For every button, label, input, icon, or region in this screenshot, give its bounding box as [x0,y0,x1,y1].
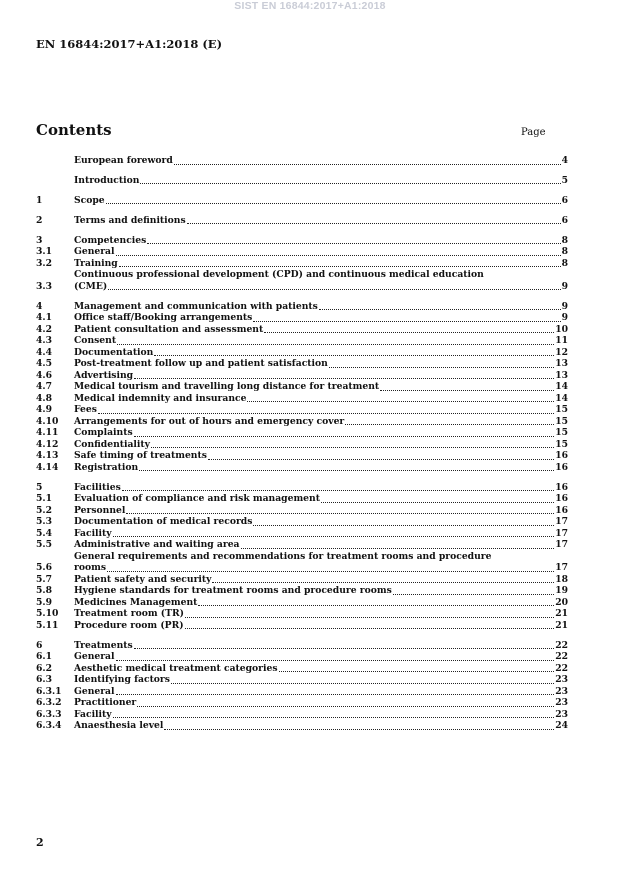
toc-entry-title: Competencies [74,234,147,246]
toc-entry[interactable] [36,620,568,632]
toc-entry[interactable] [36,258,568,270]
watermark: SIST EN 16844:2017+A1:2018 [234,0,386,12]
toc-entry-number: 4.11 [36,427,59,438]
toc-leader-dots [253,525,554,526]
page-number: 2 [36,836,44,849]
toc-entry-number: 4 [36,300,43,312]
toc-leader-dots [134,436,555,437]
document-id: EN 16844:2017+A1:2018 (E) [36,37,223,51]
toc-entry-page: 15 [555,427,568,438]
toc-entry-number: 4.9 [36,404,52,415]
toc-entry[interactable] [36,697,568,709]
toc-entry-title: Training [74,257,118,269]
toc-entry-page: 15 [555,415,568,427]
toc-entry-page: 20 [555,596,568,608]
toc-leader-dots [319,309,561,310]
toc-leader-dots [116,255,561,256]
toc-leader-dots [185,628,555,629]
toc-entry[interactable] [36,450,568,462]
toc-entry-number: 5 [36,481,43,493]
toc-entry[interactable] [36,482,568,494]
toc-entry[interactable] [36,215,568,227]
toc-entry[interactable] [36,404,568,416]
toc-leader-dots [113,717,555,718]
toc-leader-dots [116,660,555,661]
toc-entry[interactable] [36,608,568,620]
toc-entry-page: 6 [561,194,568,206]
toc-entry-page: 11 [555,335,568,346]
toc-leader-dots [198,605,554,606]
toc-entry-number: 6.2 [36,662,52,674]
toc-entry-page: 9 [561,312,568,323]
toc-leader-dots [122,490,554,491]
toc-entry-page: 16 [555,504,568,516]
toc-entry-page: 19 [555,585,568,596]
toc-leader-dots [241,548,555,549]
toc-entry-page: 10 [555,323,568,335]
toc-entry[interactable] [36,551,568,574]
toc-entry-number: 5.6 [36,562,52,573]
toc-entry-title: Documentation of medical records [74,516,253,527]
toc-entry-title: Office staff/Booking arrangements [74,312,253,323]
toc-entry-page: 17 [555,562,568,573]
toc-entry-page: 8 [561,234,568,246]
toc-entry-number: 6.3.2 [36,697,62,708]
toc-entry-number: 5.2 [36,504,52,516]
toc-entry-title: Consent [74,335,117,346]
toc-entry-number: 4.3 [36,335,52,346]
toc-entry[interactable] [36,493,568,505]
toc-entry-page: 24 [555,720,568,731]
toc-leader-dots [329,367,554,368]
toc-entry-title: Confidentiality [74,438,150,450]
toc-leader-dots [247,401,554,402]
toc-entry[interactable] [36,269,568,292]
toc-entry[interactable] [36,597,568,609]
toc-entry-page: 4 [561,155,568,166]
toc-leader-dots [393,594,554,595]
toc-entry[interactable] [36,720,568,732]
toc-entry-title: General requirements and recommendations for treatment rooms and procedure [74,550,492,562]
toc-entry-title: Personnel [74,504,126,516]
toc-entry-page: 15 [555,438,568,450]
toc-entry-page: 16 [555,461,568,473]
toc-entry-page: 17 [555,527,568,539]
toc-entry-title: Registration [74,461,139,473]
toc-entry-number: 6.3 [36,674,52,685]
toc-entry-title: Procedure room (PR) [74,619,184,631]
toc-entry-number: 4.6 [36,369,52,381]
toc-spacer [36,473,568,482]
toc-leader-dots [187,223,561,224]
toc-entry-page: 23 [555,697,568,708]
toc-entry[interactable] [36,175,568,187]
toc-leader-dots [164,729,554,730]
toc-entry-title: Advertising [74,369,134,381]
toc-entry-title: Facility [74,708,112,720]
toc-entry-title: Patient consultation and assessment [74,323,264,335]
toc-entry-title: Safe timing of treatments [74,450,207,461]
toc-entry[interactable] [36,651,568,663]
toc-leader-dots [116,694,555,695]
toc-leader-dots [107,571,554,572]
toc-spacer [36,226,568,235]
toc-leader-dots [108,289,560,290]
toc-entry-title: Management and communication with patients [74,300,318,312]
toc-entry-page: 6 [561,214,568,226]
toc-entry-title: Fees [74,404,97,415]
toc-entry-page: 13 [555,369,568,381]
toc-entry-title: Facilities [74,481,121,493]
toc-entry-page: 12 [555,346,568,358]
toc-entry-title: European foreword [74,155,173,166]
toc-leader-dots [212,582,554,583]
toc-entry-page: 21 [555,608,568,619]
toc-entry[interactable] [36,640,568,652]
toc-leader-dots [264,332,554,333]
toc-entry-title: Arrangements for out of hours and emergency cover [74,415,345,427]
toc-entry-title: Scope [74,194,105,206]
toc-entry-number: 4.7 [36,381,52,392]
toc-entry[interactable] [36,246,568,258]
toc-spacer [36,631,568,640]
toc-entry-title: Administrative and waiting area [74,539,240,550]
toc-leader-dots [126,513,554,514]
toc-entry-title: Facility [74,527,112,539]
toc-entry-page: 17 [555,539,568,550]
toc-entry-number: 4.12 [36,438,59,450]
toc-entry[interactable] [36,393,568,405]
toc-entry-title-continued: (CME) [74,280,108,292]
toc-entry-number: 5.9 [36,596,52,608]
toc-entry-number: 4.1 [36,312,52,323]
toc-entry[interactable] [36,381,568,393]
toc-entry[interactable] [36,686,568,698]
toc-entry-page: 15 [555,404,568,415]
toc-leader-dots [134,648,554,649]
toc-leader-dots [119,266,561,267]
toc-entry-title: Evaluation of compliance and risk management [74,493,320,504]
toc-entry-number: 5.8 [36,585,52,596]
toc-entry-title: Patient safety and security [74,573,212,585]
toc-entry[interactable] [36,235,568,247]
toc-entry-number: 4.4 [36,346,52,358]
toc-entry-number: 6.1 [36,651,52,662]
toc-entry-number: 1 [36,194,43,206]
toc-entry[interactable] [36,585,568,597]
toc-entry-page: 23 [555,674,568,685]
toc-entry-number: 5.1 [36,493,52,504]
toc-entry-page: 14 [555,381,568,392]
toc-entry[interactable] [36,427,568,439]
toc-entry[interactable] [36,370,568,382]
toc-entry[interactable] [36,416,568,428]
toc-entry[interactable] [36,347,568,359]
toc-spacer [36,292,568,301]
toc-entry-number: 4.2 [36,323,52,335]
toc-entry-title: Treatment room (TR) [74,608,184,619]
toc-entry-title: Post-treatment follow up and patient satisfaction [74,358,328,369]
toc-entry-number: 5.10 [36,608,59,619]
toc-leader-dots [208,459,554,460]
toc-entry[interactable] [36,674,568,686]
toc-entry-title: Introduction [74,174,140,186]
toc-entry-title: Continuous professional development (CPD) and continuous medical education [74,269,484,280]
toc-entry[interactable] [36,709,568,721]
toc-entry-number: 5.11 [36,619,59,631]
toc-leader-dots [151,447,554,448]
toc-entry-title: Medical tourism and travelling long distance for treatment [74,381,380,392]
toc-entry-number: 6.3.3 [36,708,62,720]
toc-entry-page: 18 [555,573,568,585]
toc-entry-title: Anaesthesia level [74,720,164,731]
toc-entry[interactable] [36,301,568,313]
toc-leader-dots [113,536,555,537]
toc-leader-dots [98,413,554,414]
toc-entry-number: 4.8 [36,392,52,404]
toc-entry[interactable] [36,155,568,167]
toc-entry-title: Aesthetic medical treatment categories [74,662,278,674]
toc-entry-title: General [74,685,115,697]
toc-entry-number: 5.7 [36,573,52,585]
toc-leader-dots [139,470,554,471]
toc-entry[interactable] [36,462,568,474]
toc-leader-dots [380,390,554,391]
toc-entry-title: General [74,246,115,257]
toc-entry[interactable] [36,324,568,336]
toc-entry-number: 6.3.4 [36,720,62,731]
toc-entry-page: 16 [555,493,568,504]
toc-entry-number: 6.3.1 [36,685,62,697]
toc-entry[interactable] [36,358,568,370]
toc-leader-dots [147,243,560,244]
toc-leader-dots [117,344,554,345]
toc-leader-dots [140,183,560,184]
toc-spacer [36,167,568,175]
toc-entry-title: Hygiene standards for treatment rooms and procedure rooms [74,585,392,596]
toc-leader-dots [171,683,554,684]
toc-leader-dots [154,355,554,356]
toc-entry-page: 14 [555,392,568,404]
toc-spacer [36,206,568,215]
toc-entry-title: Practitioner [74,697,137,708]
toc-entry-page: 8 [561,246,568,257]
toc-entry-page: 5 [561,174,568,186]
toc-entry-page: 22 [555,662,568,674]
contents-heading: Contents [36,121,112,139]
toc-entry-number: 5.5 [36,539,52,550]
toc-entry-page: 16 [555,481,568,493]
toc-entry-title: Medical indemnity and insurance [74,392,247,404]
toc-entry-page: 17 [555,516,568,527]
toc-entry-page: 9 [561,300,568,312]
toc-entry-page: 21 [555,619,568,631]
toc-leader-dots [321,502,554,503]
toc-entry-number: 4.10 [36,415,59,427]
toc-entry[interactable] [36,505,568,517]
toc-entry-number: 5.4 [36,527,52,539]
toc-entry-page: 16 [555,450,568,461]
toc-entry-title: Identifying factors [74,674,170,685]
toc-entry-number: 6 [36,639,43,651]
toc-entry[interactable] [36,663,568,675]
toc-entry[interactable] [36,335,568,347]
toc-entry-number: 4.14 [36,461,59,473]
toc-leader-dots [174,164,561,165]
toc-entry[interactable] [36,574,568,586]
table-of-contents [36,155,568,732]
toc-entry-number: 4.13 [36,450,59,461]
toc-entry-page: 13 [555,358,568,369]
toc-spacer [36,186,568,195]
toc-leader-dots [106,203,561,204]
toc-entry-number: 3.3 [36,280,52,292]
toc-leader-dots [345,424,554,425]
toc-entry-page: 23 [555,685,568,697]
toc-entry-title: General [74,651,115,662]
toc-entry-title-continued: rooms [74,562,106,573]
toc-entry-page: 22 [555,651,568,662]
toc-leader-dots [137,706,554,707]
toc-entry[interactable] [36,195,568,207]
toc-leader-dots [253,321,560,322]
toc-entry[interactable] [36,516,568,528]
toc-entry-page: 22 [555,639,568,651]
toc-entry-page: 23 [555,708,568,720]
toc-entry[interactable] [36,528,568,540]
toc-entry-number: 3.1 [36,246,52,257]
toc-entry[interactable] [36,539,568,551]
toc-entry-number: 4.5 [36,358,52,369]
toc-leader-dots [134,378,554,379]
toc-entry-page: 9 [561,280,568,292]
toc-entry-number: 2 [36,214,43,226]
toc-entry[interactable] [36,439,568,451]
toc-entry-title: Complaints [74,427,133,438]
toc-entry-title: Terms and definitions [74,214,186,226]
toc-entry[interactable] [36,312,568,324]
toc-entry-number: 3 [36,234,43,246]
toc-entry-title: Medicines Management [74,596,198,608]
toc-leader-dots [279,671,555,672]
toc-entry-title: Documentation [74,346,154,358]
toc-leader-dots [185,617,554,618]
page-column-label: Page [521,127,546,138]
toc-entry-number: 3.2 [36,257,52,269]
toc-entry-title: Treatments [74,639,133,651]
toc-entry-page: 8 [561,257,568,269]
toc-entry-number: 5.3 [36,516,52,527]
